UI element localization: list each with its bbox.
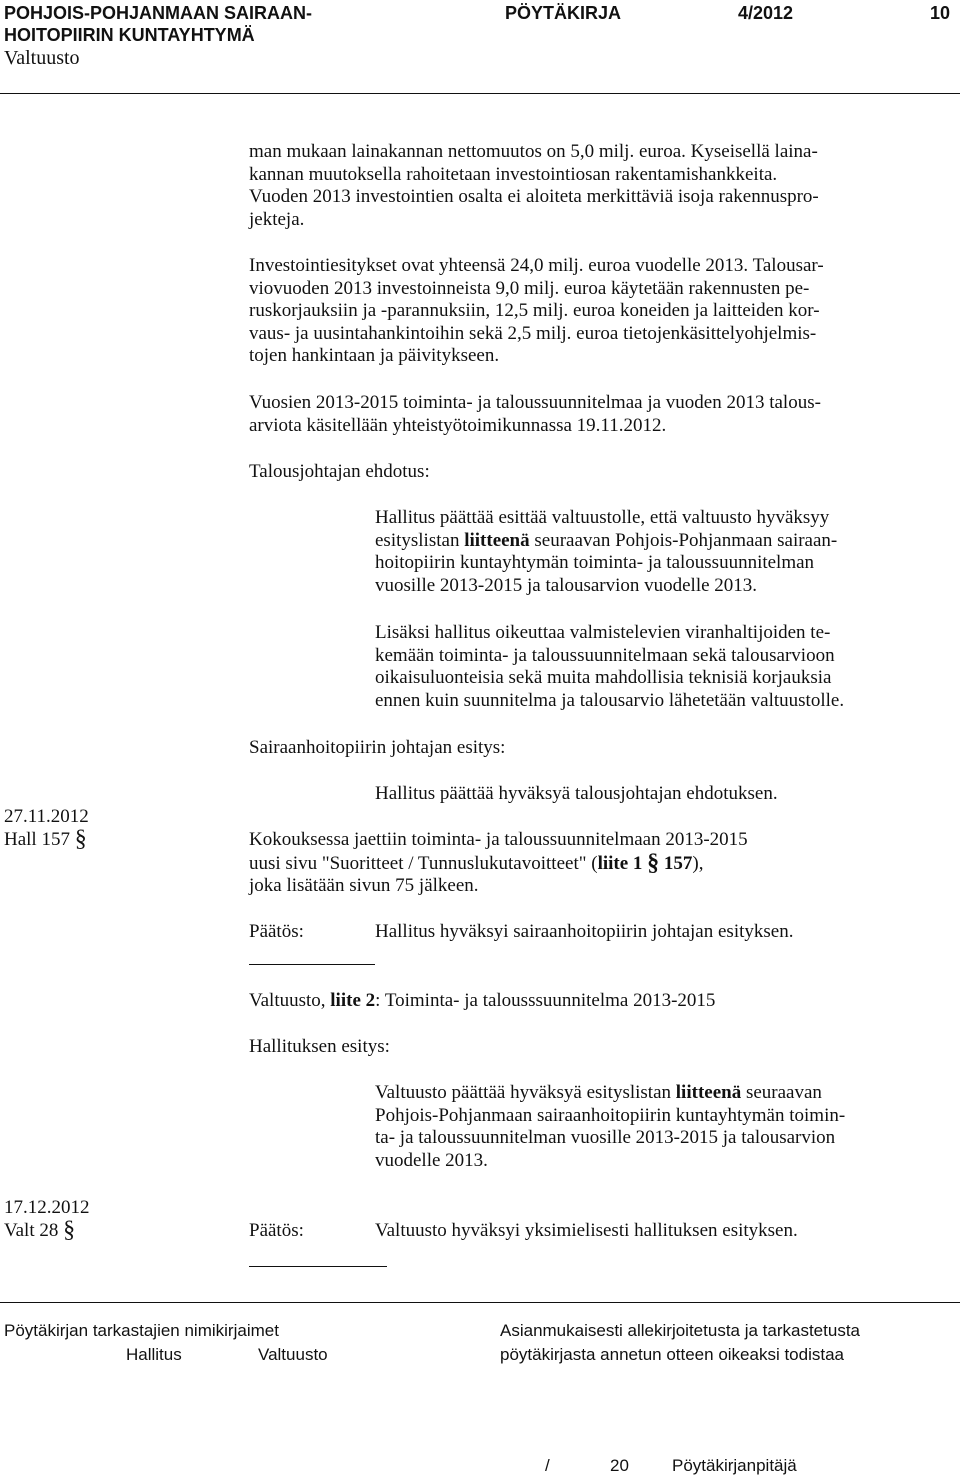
text-line: [375, 530, 837, 553]
text-line: Investointiesitykset ovat yhteensä 24,0 milj. euroa vuodelle 2013. Talousar-: [249, 255, 824, 276]
council-proposal: [375, 1082, 845, 1172]
text-segment: uusi sivu "Suoritteet / Tunnuslukutavoitteet" (: [249, 852, 598, 874]
text-line: ta- ja taloussuunnitelman vuosille 2013-2015 ja talousarvion: [375, 1127, 836, 1149]
decision-label: Päätös:: [249, 921, 304, 942]
footer-certification-line1: Asianmukaisesti allekirjoitetusta ja tarkastetusta: [500, 1321, 860, 1340]
attachment-emphasis: liitteenä: [675, 1082, 742, 1103]
decision-label: Päätös:: [249, 1220, 304, 1241]
valt-ref-text: Valt 28: [4, 1220, 59, 1241]
attachment-emphasis: liitteenä: [464, 529, 530, 551]
footer-initials-board: Hallitus: [126, 1345, 182, 1364]
text-line: Pohjois-Pohjanmaan sairaanhoitopiirin kuntayhtymän toimin-: [375, 1104, 846, 1126]
text-line: [249, 849, 748, 876]
doc-number: 4/2012: [738, 3, 794, 23]
text-line: Lisäksi hallitus oikeuttaa valmistelevien viranhaltijoiden te-: [375, 622, 831, 643]
valt-date: 17.12.2012: [4, 1197, 90, 1218]
finance-director-heading: Talousjohtajan ehdotus:: [249, 461, 430, 482]
page-number: 10: [930, 3, 951, 23]
proposal-authorization: [375, 622, 844, 712]
hall-ref-text: Hall 157: [4, 829, 70, 850]
text-line: vuodelle 2013.: [375, 1149, 488, 1171]
text-line: Hallitus päättää esittää valtuustolle, että valtuusto hyväksyy: [375, 507, 830, 528]
paragraph-cooperation: [249, 392, 821, 437]
council-attachment-line: [249, 990, 715, 1013]
text-line: [375, 1082, 845, 1105]
section-sign: §: [74, 826, 87, 852]
footer-inspectors-title: Pöytäkirjan tarkastajien nimikirjaimet: [4, 1321, 279, 1340]
footer-rule: [0, 1302, 960, 1303]
hall-date: 27.11.2012: [4, 806, 89, 827]
footer-page-slash: /: [545, 1456, 550, 1475]
paragraph-loan-change: [249, 141, 819, 231]
footer-initials-council: Valtuusto: [258, 1345, 328, 1364]
text-line: man mukaan lainakannan nettomuutos on 5,0 milj. euroa. Kyseisellä laina-: [249, 141, 818, 162]
text-line: vuosille 2013-2015 ja talousarvion vuodelle 2013.: [375, 574, 758, 596]
attachment-emphasis: 157: [663, 852, 693, 874]
text-line: joka lisätään sivun 75 jälkeen.: [249, 875, 479, 897]
text-line: kannan muutoksella rahoitetaan investointiosan rakentamishankkeita.: [249, 163, 778, 185]
decision-rule: [249, 1266, 387, 1267]
text-line: viovuoden 2013 investoinneista 9,0 milj. euroa käytetään rakennusten pe-: [249, 277, 810, 299]
hall-text: [249, 829, 748, 898]
text-segment: seuraavan Pohjois-Pohjanmaan sairaan-: [529, 529, 838, 551]
director-heading: Sairaanhoitopiirin johtajan esitys:: [249, 737, 506, 758]
text-line: jekteja.: [249, 208, 305, 230]
hall-decision: Hallitus hyväksyi sairaanhoitopiirin johtajan esityksen.: [375, 921, 794, 942]
text-line: oikaisuluonteisia sekä muita mahdollisia teknisiä korjauksia: [375, 667, 832, 689]
section-sign: §: [647, 849, 660, 876]
text-line: Kokouksessa jaettiin toiminta- ja taloussuunnitelmaan 2013-2015: [249, 829, 748, 850]
body-name: Valtuusto: [4, 47, 80, 69]
council-decision: Valtuusto hyväksyi yksimielisesti hallituksen esityksen.: [375, 1220, 798, 1241]
footer-recorder-label: Pöytäkirjanpitäjä: [672, 1456, 797, 1475]
footer-certification-line2: pöytäkirjasta annetun otteen oikeaksi todistaa: [500, 1345, 845, 1364]
text-line: kemään toiminta- ja taloussuunnitelmaan sekä talousarvioon: [375, 644, 835, 666]
text-line: Vuoden 2013 investointien osalta ei aloiteta merkittäviä isoja rakennuspro-: [249, 186, 819, 208]
text-line: arviota käsitellään yhteistyötoimikunnassa 19.11.2012.: [249, 414, 667, 436]
paragraph-investments: [249, 255, 824, 368]
director-proposal: Hallitus päättää hyväksyä talousjohtajan ehdotuksen.: [375, 783, 778, 804]
text-line: ruskorjauksiin ja -parannuksiin, 12,5 milj. euroa koneiden ja laitteiden kor-: [249, 300, 820, 322]
text-line: ennen kuin suunnitelma ja talousarvio lähetetään valtuustolle.: [375, 689, 845, 711]
header-rule: [0, 93, 960, 94]
doc-type: PÖYTÄKIRJA: [505, 3, 622, 23]
footer-page-total: 20: [610, 1456, 629, 1475]
text-line: tojen hankintaan ja päivitykseen.: [249, 345, 500, 367]
text-segment: Valtuusto,: [249, 990, 331, 1011]
text-line: vaus- ja uusintahankintoihin sekä 2,5 milj. euroa tietojenkäsittelyohjelmis-: [249, 322, 817, 344]
section-sign: §: [63, 1217, 76, 1243]
text-segment: esityslistan: [375, 529, 465, 551]
attachment-emphasis: liite 2: [330, 990, 376, 1011]
text-line: hoitopiirin kuntayhtymän toiminta- ja taloussuunnitelman: [375, 552, 815, 574]
attachment-emphasis: liite 1: [597, 852, 643, 874]
text-segment: : Toiminta- ja talousssuunnitelma 2013-2015: [375, 990, 716, 1011]
text-segment: seuraavan: [741, 1082, 822, 1103]
board-proposal-heading: Hallituksen esitys:: [249, 1036, 390, 1057]
org-name-line2: HOITOPIIRIN KUNTAYHTYMÄ: [4, 25, 255, 45]
org-name-line1: POHJOIS-POHJANMAAN SAIRAAN-: [4, 3, 313, 23]
text-line: Vuosien 2013-2015 toiminta- ja taloussuunnitelmaa ja vuoden 2013 talous-: [249, 392, 821, 413]
proposal-board: [375, 507, 837, 597]
decision-rule: [249, 964, 375, 965]
hall-reference: [4, 828, 87, 852]
text-segment: ),: [692, 852, 704, 874]
valt-reference: [4, 1219, 75, 1243]
text-segment: Valtuusto päättää hyväksyä esityslistan: [375, 1082, 676, 1103]
